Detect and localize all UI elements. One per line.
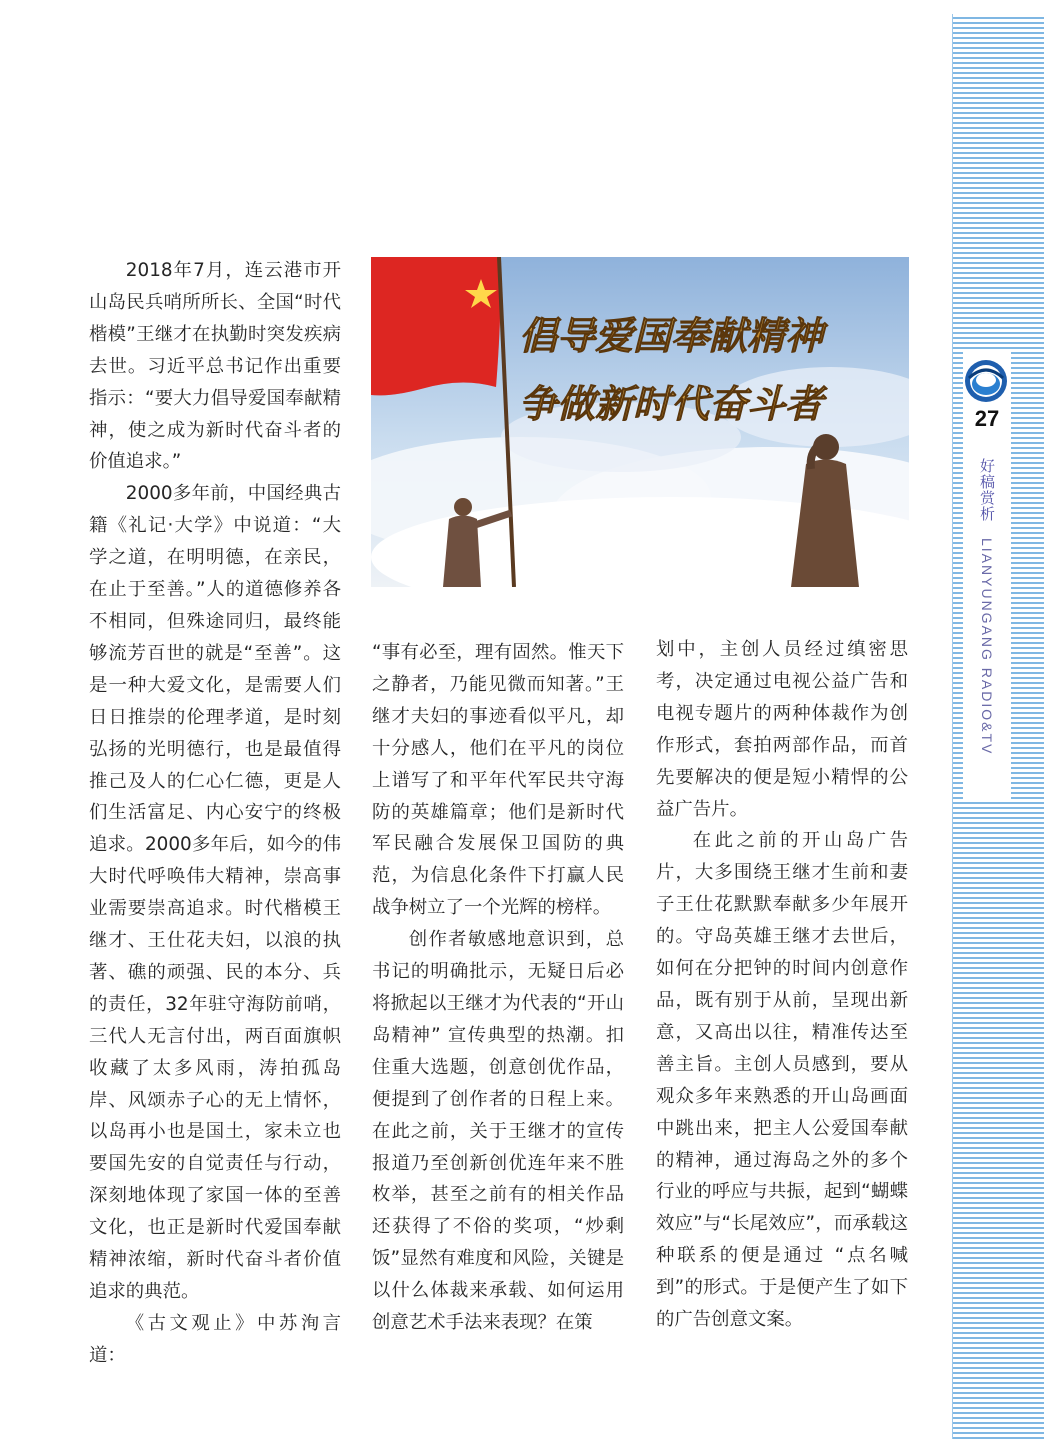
paragraph: 划中，主创人员经过缜密思考，决定通过电视公益广告和电视专题片的两种体裁作为创作形式，套拍两部作品，而首先要解决的便是短小精悍的公益广告片。	[656, 639, 908, 820]
article-column-1	[89, 255, 341, 1366]
paragraph: “事有必至，理有固然。惟天下之静者，乃能见微而知著。”王继才夫妇的事迹看似平凡，却十分感人，他们在平凡的岗位上谱写了和平年代军民共守海防的英雄篇章；他们是新时代军民融合发展保卫国防的典范，为信息化条件下打赢人民战争树立了一个光辉的榜样。	[372, 642, 624, 919]
paragraph: 2018年7月，连云港市开山岛民兵哨所所长、全国“时代楷模”王继才在执勤时突发疾病去世。习近平总书记作出重要指示：“要大力倡导爱国奉献精神，使之成为新时代奋斗者的价值追求。”	[89, 260, 341, 473]
magazine-logo-icon	[963, 358, 1009, 404]
page-number: 27	[974, 406, 1000, 431]
paragraph: 《古文观止》中苏洵言道：	[89, 1312, 341, 1366]
paragraph: 创作者敏感地意识到，总书记的明确批示，无疑日后必将掀起以王继才为代表的“开山岛精神” 宣传典型的热潮。扣住重大选题，创意创优作品，便提到了创作者的日程上来。在此之前，关于王继才的宣传报道乃至创新创优连年来不胜枚举，甚至之前有的相关作品还获得了不俗的奖项，“炒剩饭”显然有难度和风险，关键是以什么体裁来承载、如何运用创意艺术手法来表现？在策	[372, 929, 624, 1334]
hero-title-line1: 倡导爱国奉献精神	[519, 313, 824, 358]
hero-image	[371, 257, 909, 587]
article-column-2	[372, 637, 624, 1343]
hero-title-line2: 争做新时代奋斗者	[519, 381, 824, 426]
paragraph: 在此之前的开山岛广告片，大多围绕王继才生前和妻子王仕花默默奉献多少年展开的。守岛英雄王继才去世后，如何在分把钟的时间内创意作品，既有别于从前，呈现出新意，又高出以往，精准传达至善主旨。主创人员感到，要从观众多年来熟悉的开山岛画面中跳出来，把主人公爱国奉献的精神，通过海岛之外的多个行业的呼应与共振，起到“蝴蝶效应”与“长尾效应”，而承载这种联系的便是通过 “点名喊到”的形式。于是便产生了如下的广告创意文案。	[656, 830, 908, 1331]
section-label: 好稿赏析	[978, 458, 996, 522]
magazine-name: LIANYUNGANG RADIO&TV	[979, 538, 995, 756]
paragraph: 2000多年前，中国经典古籍《礼记·大学》中说道：“大学之道，在明明德，在亲民，在止于至善。”人的道德修养各不相同，但殊途同归，最终能够流芳百世的就是“至善”。这是一种大爱文化，是需要人们日日推崇的伦理孝道，是时刻弘扬的光明德行，也是最值得推己及人的仁心仁德，更是人们生活富足、内心安宁的终极追求。2000多年后，如今的伟大时代呼唤伟大精神，崇高事业需要崇高追求。时代楷模王继才、王仕花夫妇，以浪的执著、礁的顽强、民的本分、兵的责任，32年驻守海防前哨，三代人无言付出，两百面旗帜收藏了太多风雨，涛拍孤岛岸、风颂赤子心的无上情怀，以岛再小也是国土，家未立也要国先安的自觉责任与行动，深刻地体现了家国一体的至善文化，也正是新时代爱国奉献精神浓缩，新时代奋斗者价值追求的典范。	[89, 483, 341, 1302]
article-column-3	[656, 634, 908, 1334]
